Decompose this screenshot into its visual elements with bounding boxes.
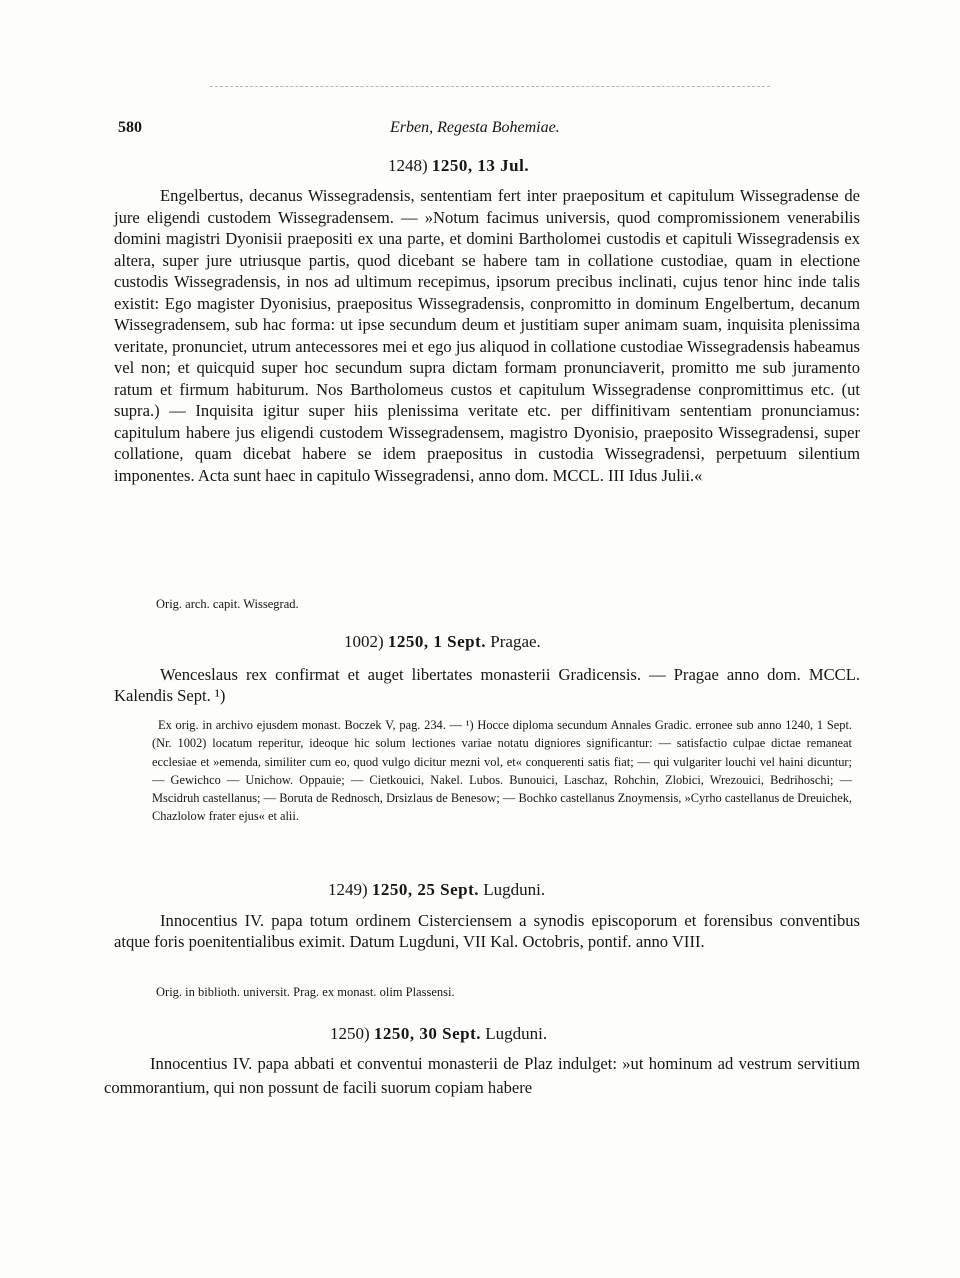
- entry-date: 1250, 1 Sept.: [387, 632, 487, 651]
- entry-number: 1002): [344, 632, 384, 651]
- entry-date: 1250, 25 Sept.: [371, 880, 480, 899]
- page-number: 580: [118, 119, 142, 136]
- page-header: [118, 119, 858, 143]
- entry-place: Lugduni.: [483, 880, 546, 899]
- entry-date: 1250, 30 Sept.: [373, 1024, 482, 1043]
- running-title: Erben, Regesta Bohemiae.: [390, 119, 560, 136]
- entry-text-1250: Innocentius IV. papa abbati et conventui monasterii de Plaz indulget: »ut hominum ad vestrum servitium commorantium, qui non possunt de facili suorum copiam habere: [104, 1054, 860, 1097]
- entry-text-1249: Innocentius IV. papa totum ordinem Cisterciensem a synodis episcoporum et forensibus conventibus atque foris poenitentialibus eximit. Datum Lugduni, VII Kal. Octobris, pontif. anno VIII.: [114, 911, 860, 951]
- entry-date: 1250, 13 Jul.: [431, 156, 530, 175]
- header-rule: [210, 86, 770, 88]
- entry-place: Pragae.: [490, 632, 541, 651]
- entry-place: Lugduni.: [485, 1024, 548, 1043]
- entry-heading-1002: [344, 632, 541, 652]
- entry-heading-1249: [328, 880, 545, 900]
- entry-text-1248: Engelbertus, decanus Wissegradensis, sententiam fert inter praepositum et capitulum Wissegradense de jure eligendi custodem Wissegradensem. — »Notum facimus universis, quod compromissionem venerabilis domini magistri Dyonisii praepositi ex una parte, et domini Bartholomei custodis et capituli Wissegradensis ex altera, super jure utriusque partis, quod dicebant se habere tam in collatione custodiae, quam in electione custodis Wissegradensis, in nos ad ultimum recepimus, ipsorum precibus inclinati, cujus tenor hinc inde talis existit: Ego magister Dyonisius, praepositus Wissegradensis, conpromitto in dominum Engelbertum, decanum Wissegradensem, sub hac forma: ut ipse secundum deum et justitiam super animam suam, inquisita plenissima veritate, pronunciet, utrum antecessores mei et ego jus aliquod in collatione custodiae Wissegradensis habeamus vel non; et quicquid super hoc secundum supra dictam formam pronunciaverit, promitto me sub juramento ratum et firmum habiturum. Nos Bartholomeus custos et capitulum Wissegradense conpromittimus etc. (ut supra.) — Inquisita igitur super hiis plenissima veritate etc. per diffinitivam sententiam pronunciamus: capitulum habere jus eligendi custodem Wissegradensem, magistro Dyonisio, praeposito Wissegradensi, super collatione, quam dicebat habere se idem praepositus in custodia Wissegradensi, perpetuum silentium imponentes. Acta sunt haec in capitulo Wissegradensi, anno dom. MCCL. III Idus Julii.«: [114, 186, 860, 485]
- entry-number: 1250): [330, 1024, 370, 1043]
- entry-source-1249: Orig. in biblioth. universit. Prag. ex monast. olim Plassensi.: [156, 985, 455, 999]
- entry-number: 1248): [388, 156, 428, 175]
- entry-heading-1250: [330, 1024, 547, 1044]
- entry-source-1248: Orig. arch. capit. Wissegrad.: [156, 597, 299, 611]
- entry-note-1002: Ex orig. in archivo ejusdem monast. Boczek V, pag. 234. — ¹) Hocce diploma secundum Annales Gradic. erronee sub anno 1240, 1 Sept. (Nr. 1002) locatum reperitur, ideoque hic solum lectiones variae notatu digniores significantur: — satisfactio culpae dictae remaneat ecclesiae et »emenda, similiter cum eo, quod vulgo dicitur mezni vol, et« conquerenti satis fiat; — qui vulgariter louchi vel haini dicuntur; — Gewichco — Unichow. Oppauie; — Cietkouici, Nakel. Lubos. Bunouici, Laschaz, Rohchin, Zlobici, Wrezouici, Bedrihoschi; — Mscidruh castellanus; — Boruta de Rednosch, Drsizlaus de Benesow; — Bochko castellanus Znoymensis, »Cyrho castellanus de Dreuichek, Chazlolow frater ejus« et alii.: [152, 718, 852, 824]
- entry-text-1002: Wenceslaus rex confirmat et auget libertates monasterii Gradicensis. — Pragae anno dom. MCCL. Kalendis Sept. ¹): [114, 665, 860, 705]
- entry-number: 1249): [328, 880, 368, 899]
- entry-heading-1248: [388, 156, 529, 176]
